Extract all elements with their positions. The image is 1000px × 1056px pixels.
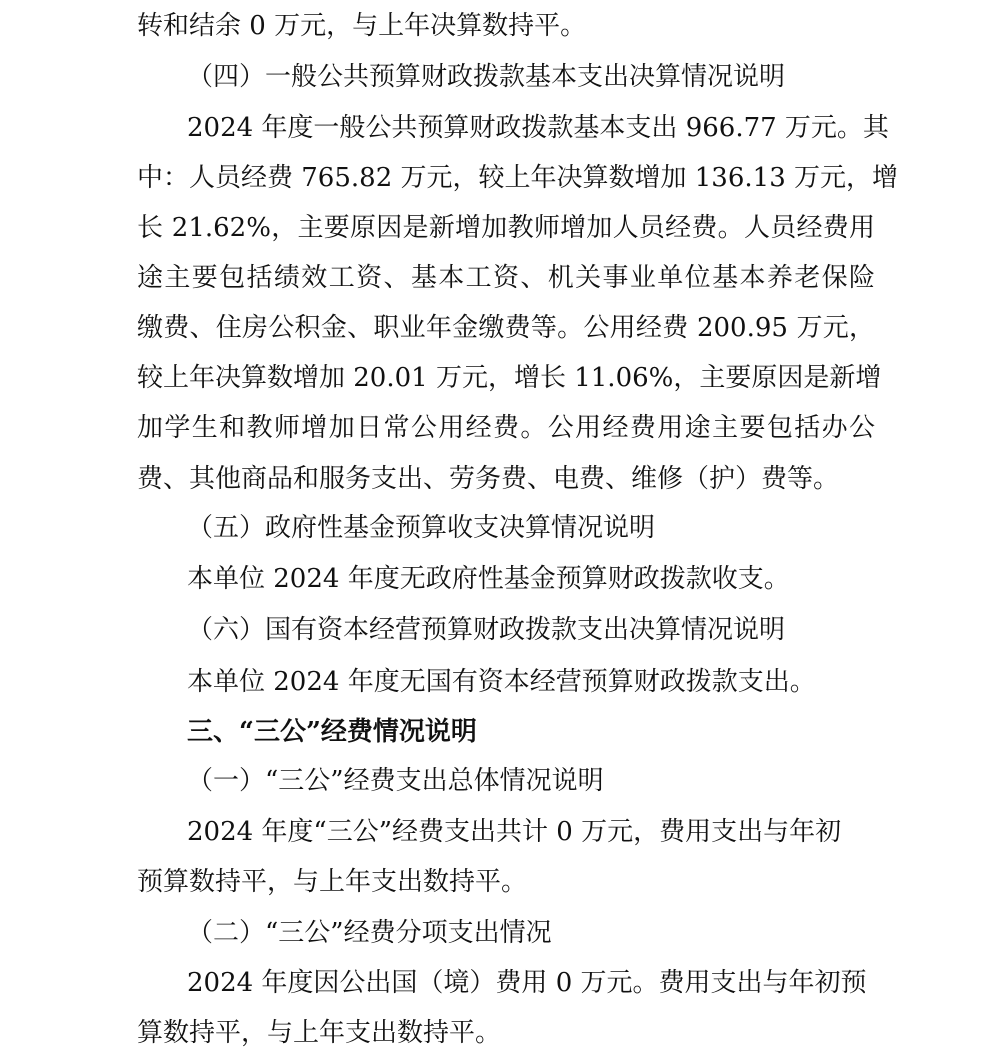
paragraph-line [0, 108, 1000, 148]
section-heading-6 [0, 610, 1000, 650]
subsection-heading-1 [0, 761, 1000, 801]
line-text: 较上年决算数增加 20.01 万元，增长 11.06%，主要原因是新增 [137, 363, 882, 393]
heading-text: （五）政府性基金预算收支决算情况说明 [187, 513, 656, 543]
heading-text: （二）“三公”经费分项支出情况 [187, 918, 552, 948]
line-text: 本单位 2024 年度无政府性基金预算财政拨款收支。 [187, 564, 790, 594]
heading-text: （六）国有资本经营预算财政拨款支出决算情况说明 [187, 615, 786, 645]
paragraph-line [0, 408, 1000, 448]
paragraph-line [0, 358, 1000, 398]
line-text: 途主要包括绩效工资、基本工资、机关事业单位基本养老保险 [137, 263, 875, 293]
line-text: 缴费、住房公积金、职业年金缴费等。公用经费 200.95 万元， [137, 313, 875, 343]
paragraph-line [0, 963, 1000, 1003]
paragraph-line [0, 862, 1000, 902]
paragraph-line [0, 559, 1000, 599]
paragraph-line [0, 1013, 1000, 1053]
paragraph-line [0, 158, 1000, 198]
line-text: 2024 年度“三公”经费支出共计 0 万元，费用支出与年初 [187, 817, 842, 847]
line-text: 2024 年度因公出国（境）费用 0 万元。费用支出与年初预 [187, 968, 867, 998]
heading-text: （四）一般公共预算财政拨款基本支出决算情况说明 [187, 62, 786, 92]
line-text: 算数持平，与上年支出数持平。 [137, 1018, 502, 1048]
subsection-heading-2 [0, 913, 1000, 953]
line-text: 中：人员经费 765.82 万元，较上年决算数增加 136.13 万元，增 [137, 163, 899, 193]
section-heading-5 [0, 508, 1000, 548]
line-text: 转和结余 0 万元，与上年决算数持平。 [137, 11, 587, 41]
heading-text: 三、“三公”经费情况说明 [187, 717, 477, 747]
paragraph-line [0, 308, 1000, 348]
heading-text: （一）“三公”经费支出总体情况说明 [187, 766, 604, 796]
line-text: 本单位 2024 年度无国有资本经营预算财政拨款支出。 [187, 667, 816, 697]
line-text: 费、其他商品和服务支出、劳务费、电费、维修（护）费等。 [137, 464, 840, 494]
paragraph-line [0, 208, 1000, 248]
line-text: 长 21.62%，主要原因是新增加教师增加人员经费。人员经费用 [137, 213, 875, 243]
section-heading-4 [0, 57, 1000, 97]
line-text: 预算数持平，与上年支出数持平。 [137, 867, 528, 897]
line-text: 2024 年度一般公共预算财政拨款基本支出 966.77 万元。其 [187, 113, 889, 143]
paragraph-line [0, 258, 1000, 298]
paragraph-line [0, 662, 1000, 702]
line-text: 加学生和教师增加日常公用经费。公用经费用途主要包括办公 [137, 413, 875, 443]
section-heading-3 [0, 712, 1000, 752]
paragraph-line [0, 459, 1000, 499]
paragraph-line [0, 6, 1000, 46]
paragraph-line [0, 812, 1000, 852]
